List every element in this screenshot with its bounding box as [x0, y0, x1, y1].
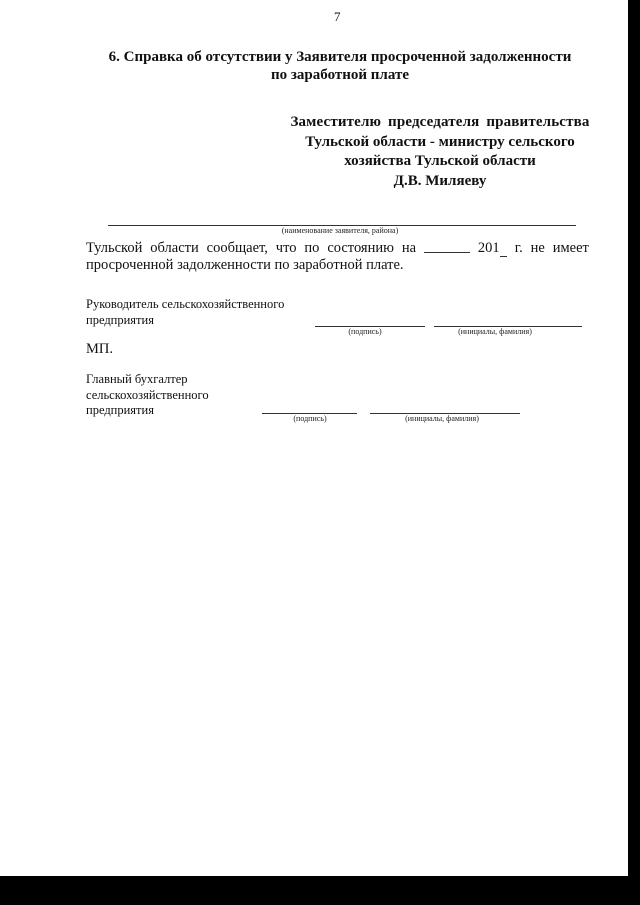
addressee-block [280, 113, 600, 191]
section-title-line-2: по заработной плате [271, 67, 409, 83]
section-title [60, 48, 620, 84]
statement-line-2: просроченной задолженности по заработной плате. [86, 257, 404, 273]
statement-word: Тульской [86, 240, 143, 256]
manager-name-caption: (инициалы, фамилия) [458, 327, 532, 336]
statement-word: области [150, 240, 199, 256]
statement-word: на [401, 240, 417, 256]
statement-word: имеет [552, 240, 589, 256]
statement-text [86, 240, 589, 274]
statement-word: не [530, 240, 545, 256]
statement-line-1 [86, 240, 589, 257]
date-blank-field[interactable] [424, 240, 470, 253]
statement-word: г. [514, 240, 523, 256]
manager-label [86, 297, 284, 328]
accountant-label-line-2: сельскохозяйственного [86, 387, 209, 402]
manager-label-line-2: предприятия [86, 312, 154, 327]
accountant-name-caption: (инициалы, фамилия) [405, 414, 479, 423]
statement-word: состоянию [327, 240, 394, 256]
addressee-line-3: хозяйства Тульской области [344, 153, 536, 169]
statement-word: сообщает, [206, 240, 268, 256]
section-title-line-1: 6. Справка об отсутствии у Заявителя просроченной задолженности [108, 49, 572, 65]
year-field[interactable] [478, 240, 507, 257]
accountant-label [86, 372, 209, 419]
accountant-label-line-3: предприятия [86, 403, 154, 417]
statement-word: по [304, 240, 320, 256]
addressee-name: Д.В. Миляеву [393, 172, 487, 189]
manager-label-line-1: Руководитель сельскохозяйственного [86, 297, 285, 311]
statement-word: что [275, 240, 297, 256]
manager-signature-caption: (подпись) [348, 327, 382, 336]
addressee-line-2: Тульской области - министру сельского [305, 133, 575, 150]
year-prefix: 201 [477, 240, 500, 256]
accountant-signature-caption: (подпись) [293, 414, 327, 423]
applicant-name-caption: (наименование заявителя, района) [281, 226, 399, 235]
addressee-line-1: Заместителю председателя правительства [290, 114, 590, 130]
page-number: 7 [334, 9, 341, 24]
stamp-label: МП. [86, 341, 113, 357]
accountant-label-line-1: Главный бухгалтер [86, 372, 188, 386]
